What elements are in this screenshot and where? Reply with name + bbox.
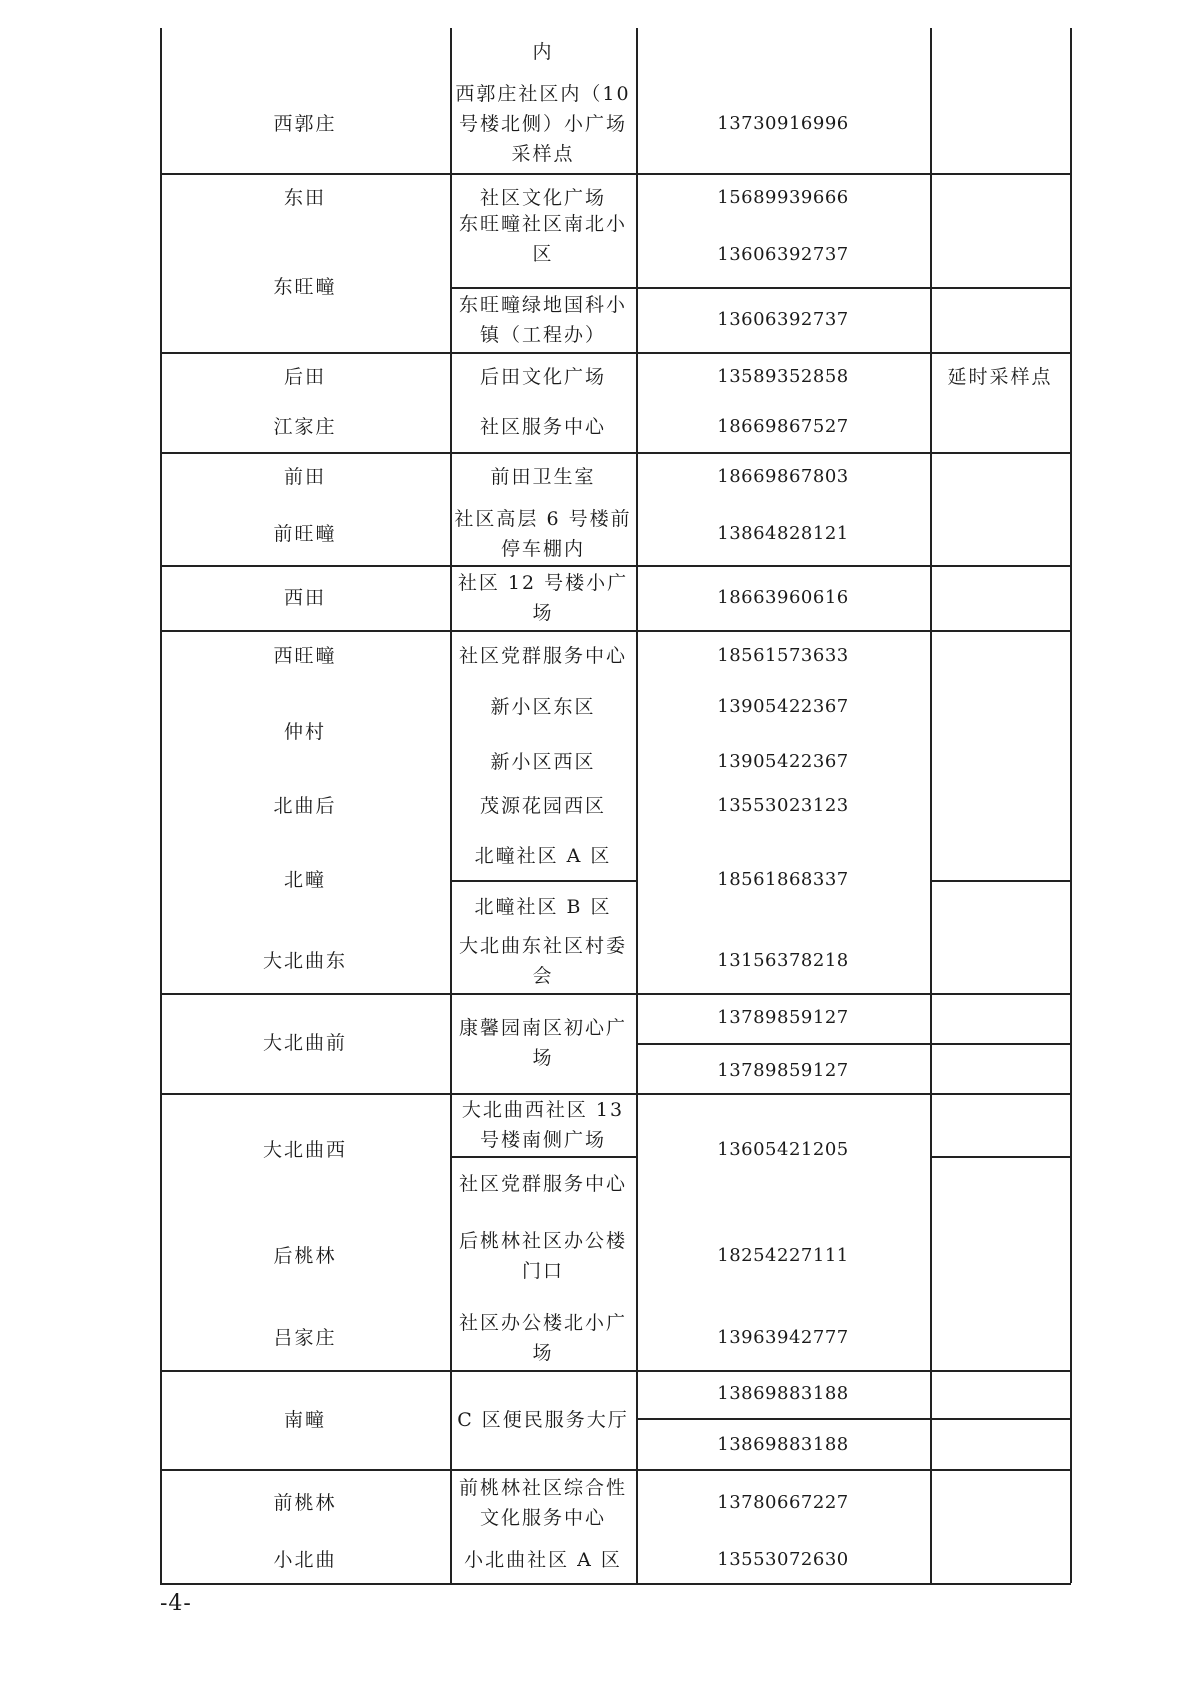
cell-area: 后田 [283, 366, 326, 388]
cell-site: 社区党群服务中心 [458, 1173, 627, 1195]
cell-site: 社区文化广场 [479, 186, 606, 209]
table-rule [160, 1370, 1071, 1372]
table-rule [450, 287, 1071, 289]
cell-phone: 13869883188 [717, 1434, 849, 1455]
cell-phone: 13589352858 [717, 366, 849, 387]
cell-area: 北曲后 [273, 795, 337, 817]
table-rule [160, 1093, 1071, 1095]
cell-phone: 13606392737 [717, 243, 849, 265]
cell-phone: 13789859127 [717, 1007, 849, 1028]
cell-area: 北疃 [283, 869, 326, 891]
cell-site: 小北曲社区 A 区 [464, 1548, 622, 1571]
cell-site: 大北曲西社区 13 号楼南侧广场 [461, 1098, 625, 1151]
cell-phone: 13963942777 [717, 1326, 849, 1348]
cell-site: 前桃林社区综合性 文化服务中心 [458, 1476, 627, 1529]
cell-phone: 15689939666 [717, 186, 849, 208]
cell-site: 后田文化广场 [479, 366, 606, 388]
table-rule [930, 880, 1071, 882]
cell-area: 西郭庄 [273, 113, 337, 135]
table-rule [160, 630, 1071, 632]
cell-site: 北疃社区 B 区 [474, 896, 612, 918]
cell-site: 社区办公楼北小广 场 [458, 1311, 627, 1364]
cell-site: 社区党群服务中心 [458, 645, 627, 667]
table-column-rule [160, 28, 162, 1583]
cell-site: 东旺疃社区南北小 区 [458, 212, 627, 265]
cell-phone: 18254227111 [717, 1245, 849, 1266]
table-column-rule [1070, 28, 1072, 1583]
table-rule [450, 1156, 636, 1158]
cell-area: 大北曲东 [262, 950, 347, 972]
cell-area: 前桃林 [273, 1491, 337, 1514]
cell-note: 延时采样点 [947, 366, 1053, 388]
cell-phone: 18561573633 [717, 645, 849, 666]
cell-phone: 13905422367 [717, 750, 849, 772]
cell-area: 东田 [283, 186, 326, 209]
cell-area: 大北曲西 [262, 1139, 347, 1161]
cell-area: 东旺疃 [273, 276, 337, 298]
cell-site: 大北曲东社区村委 会 [458, 935, 627, 987]
cell-area: 仲村 [283, 720, 326, 743]
table-rule [160, 993, 1071, 995]
table-rule [450, 880, 636, 882]
cell-phone: 13780667227 [717, 1491, 849, 1513]
table-column-rule [636, 28, 638, 1583]
cell-site: 内 [532, 40, 554, 63]
cell-phone: 18669867803 [717, 466, 849, 487]
cell-area: 大北曲前 [262, 1032, 347, 1054]
table-rule [160, 173, 1071, 175]
cell-phone: 13156378218 [717, 950, 849, 971]
table-rule [160, 352, 1071, 354]
cell-phone: 13606392737 [717, 308, 849, 330]
cell-site: 社区高层 6 号楼前 停车棚内 [454, 507, 632, 560]
table-rule [160, 565, 1071, 567]
cell-area: 小北曲 [273, 1548, 337, 1571]
cell-site: 前田卫生室 [490, 466, 596, 488]
cell-area: 吕家庄 [273, 1326, 337, 1349]
cell-site: 东旺疃绿地国科小 镇（工程办） [458, 293, 627, 346]
cell-area: 前旺疃 [273, 522, 337, 545]
cell-site: 新小区西区 [490, 750, 596, 773]
cell-site: 北疃社区 A 区 [474, 844, 612, 867]
cell-phone: 13605421205 [717, 1139, 849, 1160]
table-column-rule [450, 28, 452, 1583]
table-rule [636, 1043, 1071, 1045]
cell-site: 新小区东区 [490, 695, 596, 718]
table-rule [160, 1583, 1071, 1585]
table-rule [160, 452, 1071, 454]
cell-phone: 13553023123 [717, 795, 849, 816]
table-rule [930, 1156, 1071, 1158]
cell-phone: 13789859127 [717, 1059, 849, 1081]
table-column-rule [930, 28, 932, 1583]
cell-phone: 13553072630 [717, 1548, 849, 1570]
cell-site: 西郭庄社区内（10 号楼北侧）小广场 采样点 [455, 83, 631, 165]
cell-phone: 18561868337 [717, 869, 849, 890]
cell-area: 西田 [283, 586, 326, 609]
cell-site: 康馨园南区初心广 场 [458, 1017, 627, 1069]
cell-area: 江家庄 [273, 416, 337, 438]
cell-area: 西旺疃 [273, 645, 337, 667]
cell-site: C 区便民服务大厅 [457, 1408, 629, 1431]
cell-phone: 13869883188 [717, 1383, 849, 1404]
cell-site: 社区服务中心 [479, 416, 606, 438]
cell-area: 后桃林 [273, 1245, 337, 1267]
cell-phone: 13905422367 [717, 695, 849, 717]
cell-site: 社区 12 号楼小广 场 [457, 571, 629, 624]
table-rule [636, 1418, 1071, 1420]
table-rule [160, 1469, 1071, 1471]
cell-area: 南疃 [283, 1408, 326, 1431]
cell-phone: 18663960616 [717, 586, 849, 608]
cell-phone: 13864828121 [717, 522, 849, 544]
cell-site: 后桃林社区办公楼 门口 [458, 1230, 627, 1282]
cell-phone: 18669867527 [717, 416, 849, 437]
cell-area: 前田 [283, 466, 326, 488]
cell-site: 茂源花园西区 [479, 795, 606, 817]
page-number: -4- [160, 1591, 192, 1616]
cell-phone: 13730916996 [717, 113, 849, 134]
